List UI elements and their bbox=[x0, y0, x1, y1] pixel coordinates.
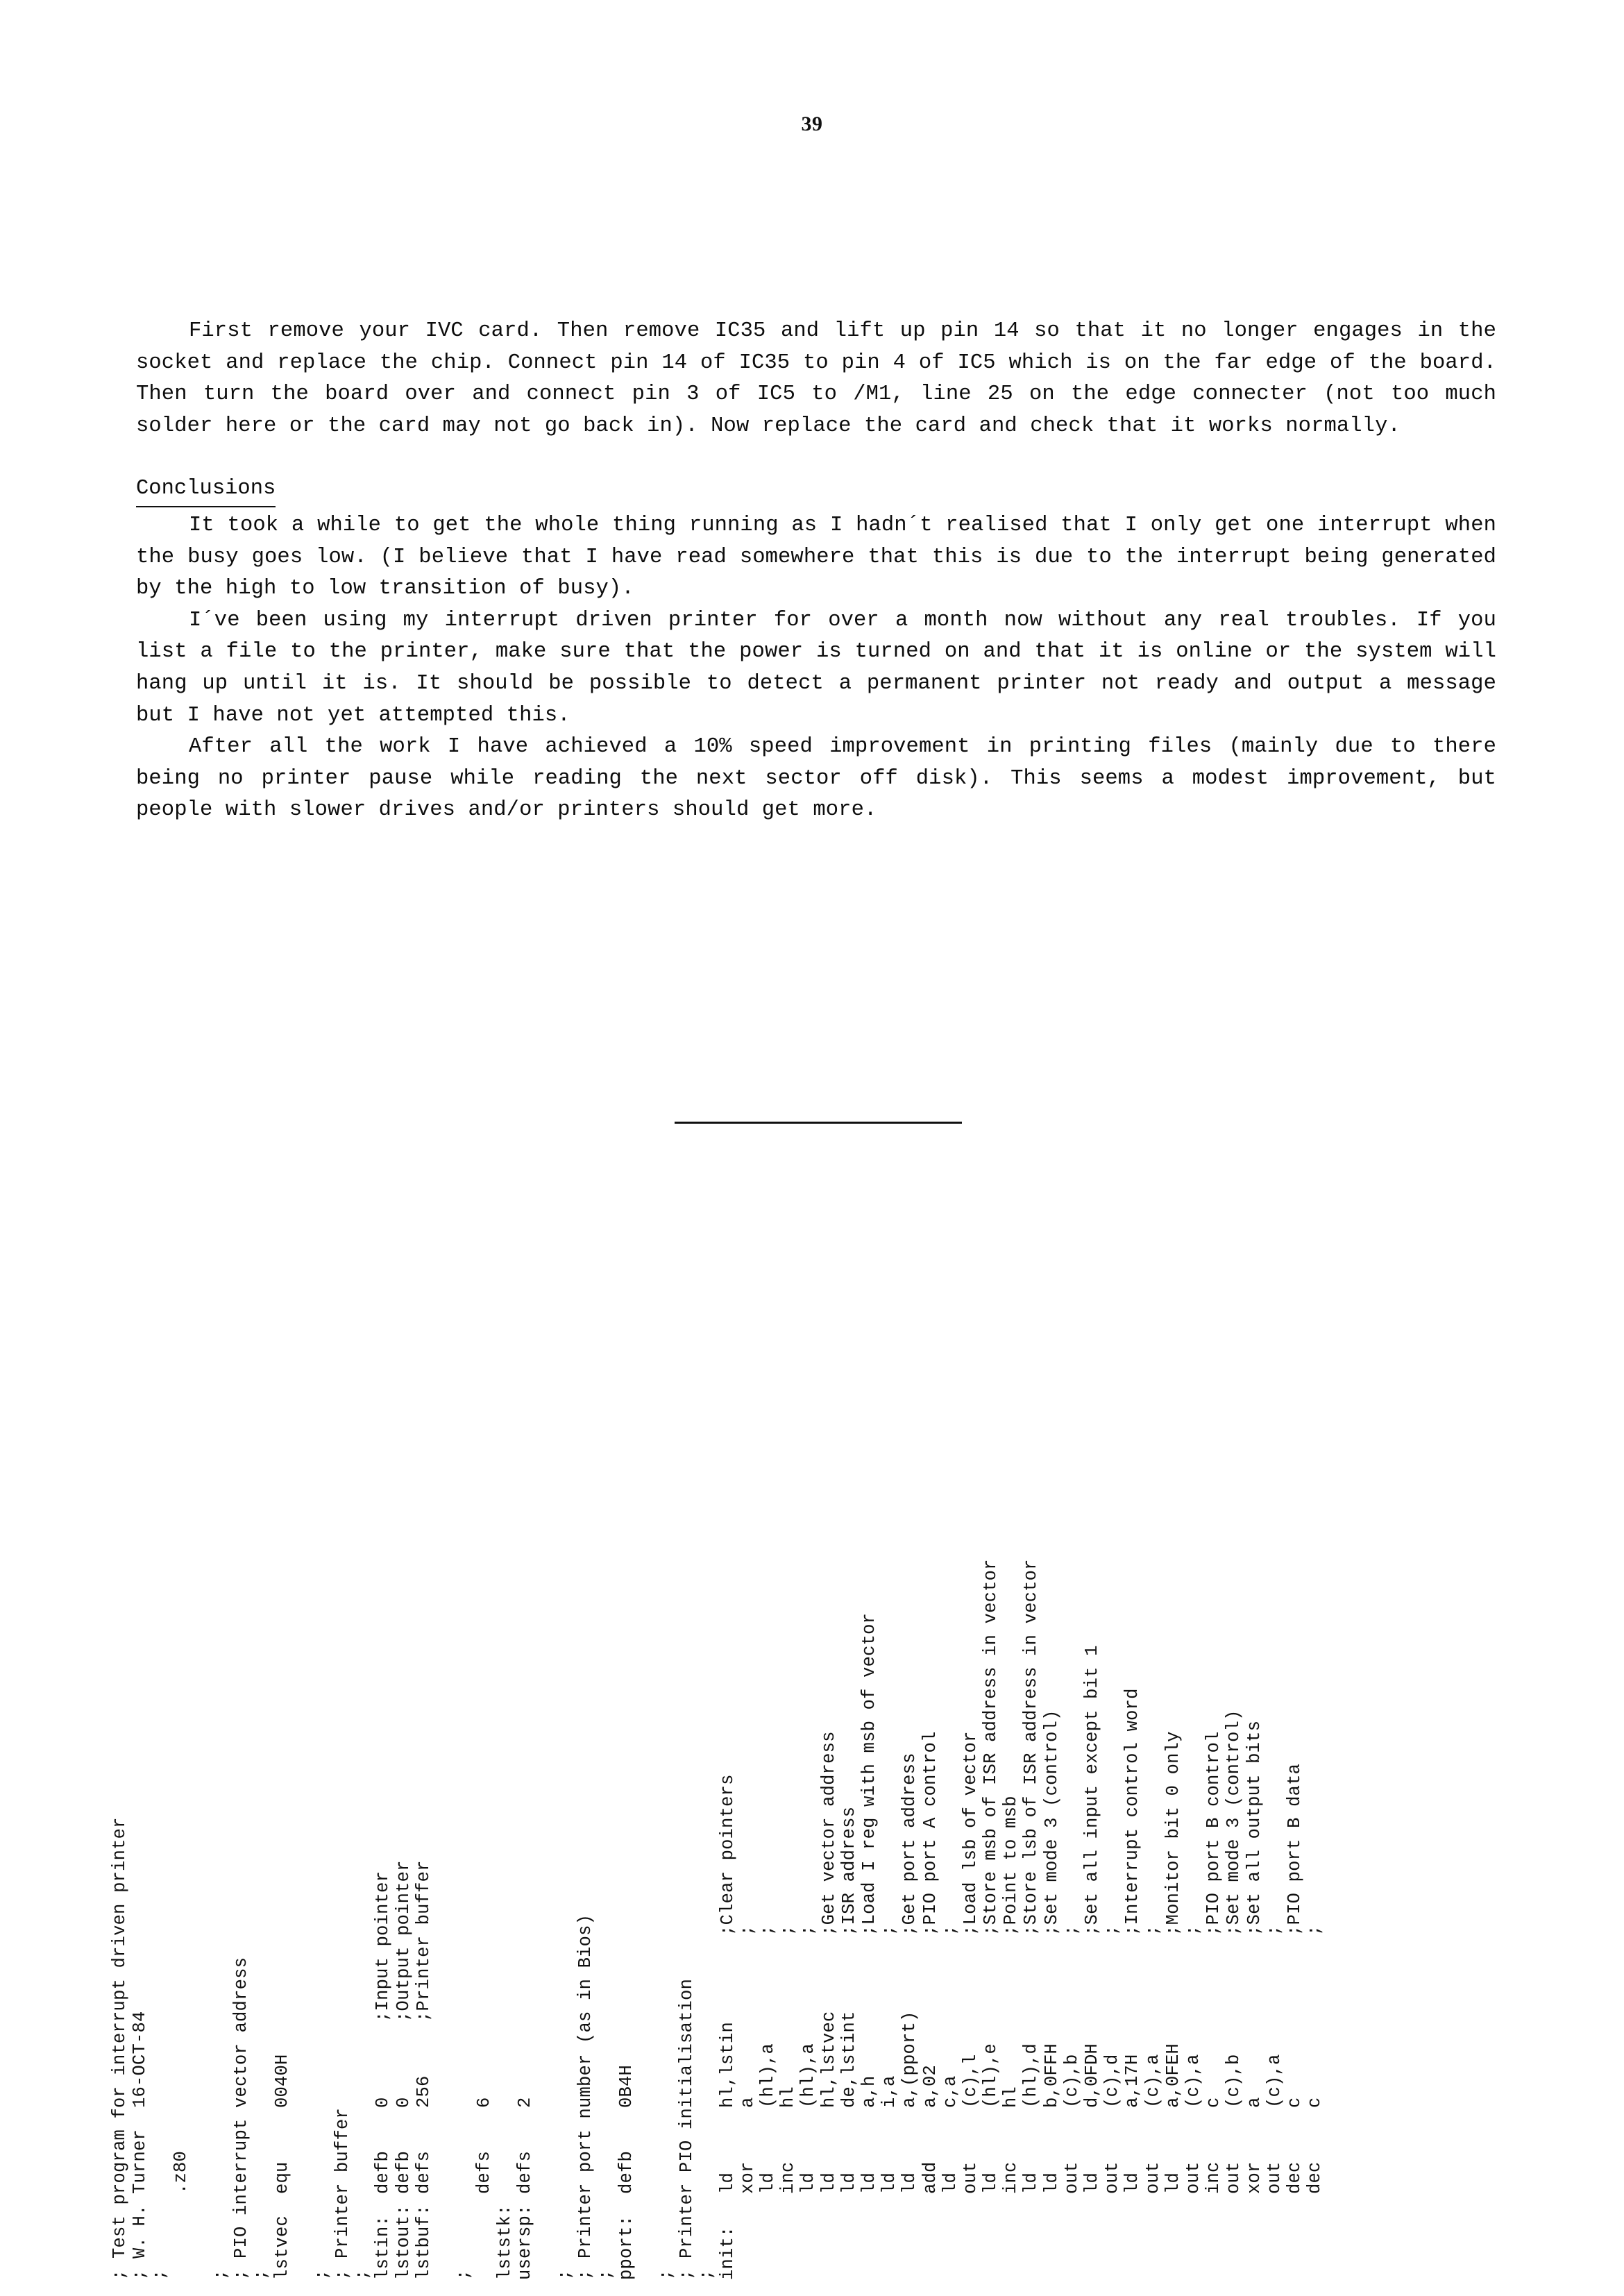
code-line: out (c),b ; bbox=[1061, 1925, 1082, 2280]
paragraph-conclusions-1 bbox=[136, 510, 1496, 605]
code-line bbox=[636, 1347, 657, 2280]
code-line: ld a,h ;Load I reg with msb of vector bbox=[858, 1612, 879, 2280]
code-line: ld (hl),a ; bbox=[798, 1925, 819, 2280]
section-divider-rule bbox=[675, 1122, 962, 1124]
code-line: ; bbox=[595, 2269, 616, 2280]
body-text-block bbox=[136, 316, 1496, 827]
paragraph-intro bbox=[136, 316, 1496, 442]
code-line: dec c ; bbox=[1305, 1925, 1326, 2280]
code-line: ld de,lstint ;ISR address bbox=[838, 1806, 859, 2280]
paragraph-text: I´ve been using my interrupt driven printer for over a month now without any real troubles. If you list a file to the printer, make sure that the power is turned on and that it is online or the system will hang up until it is. It should be possible to detect a permanent printer not ready and output a message but I have not yet attempted this. bbox=[136, 608, 1496, 727]
code-line: usersp: defs 2 bbox=[514, 2097, 535, 2280]
code-line: ; Test program for interrupt driven printer bbox=[110, 1817, 130, 2280]
code-line: ld (hl),e ;Store msb of ISR address in vector bbox=[981, 1559, 1001, 2280]
code-line: ld c,a ; bbox=[940, 1925, 961, 2280]
code-line: ; bbox=[312, 2269, 332, 2280]
code-line: inc hl ; bbox=[778, 1925, 799, 2280]
code-line: dec c ;PIO port B data bbox=[1284, 1763, 1305, 2280]
paragraph-text: It took a while to get the whole thing running as I hadn´t realised that I only get one interrupt when the busy goes low. (I believe that I have read somewhere that this is due to the interrupt being generated by the high to low transition of busy). bbox=[136, 513, 1496, 601]
code-line: lstin: defb 0 ;Input pointer bbox=[373, 1871, 394, 2280]
code-line: ld a,0FEH ;Monitor bit 0 only bbox=[1162, 1731, 1183, 2280]
code-line: out (c),d ; bbox=[1102, 1925, 1123, 2280]
code-line: inc c ;PIO port B control bbox=[1203, 1731, 1224, 2280]
code-line: ld (hl),d ;Store lsb of ISR address in vector bbox=[1021, 1559, 1042, 2280]
code-line: ; bbox=[353, 2269, 373, 2280]
code-line: inc hl ;Point to msb bbox=[1001, 1796, 1022, 2280]
code-line: ld i,a ; bbox=[879, 1925, 900, 2280]
code-line: ; bbox=[555, 2269, 576, 2280]
code-line: lstbuf: defs 256 ;Printer buffer bbox=[413, 1860, 434, 2280]
code-line: add a,02 ;PIO port A control bbox=[920, 1731, 940, 2280]
code-line: ; bbox=[210, 2269, 231, 2280]
code-line: xor a ;Set all output bits bbox=[1244, 1720, 1264, 2280]
assembly-listing-region bbox=[0, 1347, 1478, 2290]
code-line: out (c),a ; bbox=[1142, 1925, 1163, 2280]
code-line: ; bbox=[150, 2269, 171, 2280]
code-line: lstout: defb 0 ;Output pointer bbox=[393, 1860, 414, 2280]
heading-wrap bbox=[136, 473, 1496, 510]
code-line: defs 6 bbox=[474, 2097, 495, 2280]
code-line: ; bbox=[251, 2269, 272, 2280]
code-line: xor a ; bbox=[737, 1925, 758, 2280]
page-number: 39 bbox=[801, 112, 823, 135]
code-line: ; Printer PIO initialisation bbox=[677, 1978, 697, 2280]
code-line: ; bbox=[454, 2269, 475, 2280]
paragraph-text: First remove your IVC card. Then remove IC35 and lift up pin 14 so that it no longer engages in the socket and replace the chip. Connect pin 14 of IC35 to pin 4 of IC5 which is on the far edge of the board. Then turn the board over and connect pin 3 of IC5 to /M1, line 25 on the edge connecter (not too much solder here or the card may not go back in). Now replace the card and check that it works normally. bbox=[136, 319, 1496, 438]
code-line: init: ld hl,lstin ;Clear pointers bbox=[717, 1774, 738, 2280]
code-line bbox=[292, 1347, 312, 2280]
code-line: ; W. H. Turner 16-OCT-84 bbox=[130, 2011, 151, 2280]
paragraph-text: After all the work I have achieved a 10% speed improvement in printing files (mainly due to there being no printer pause while reading the next sector off disk). This seems a modest improvement, but people with slower drives and/or printers should get more. bbox=[136, 735, 1496, 822]
paragraph-conclusions-2 bbox=[136, 605, 1496, 732]
code-line bbox=[434, 1347, 454, 2280]
code-line: ; Printer port number (as in Bios) bbox=[575, 1914, 596, 2280]
code-line: ; bbox=[697, 2269, 718, 2280]
code-line bbox=[191, 1347, 211, 2280]
section-heading-conclusions: Conclusions bbox=[136, 473, 276, 507]
code-line bbox=[535, 1347, 555, 2280]
spacer bbox=[136, 442, 1496, 473]
code-line: .z80 bbox=[170, 2150, 191, 2280]
code-line: ; Printer buffer bbox=[332, 2107, 353, 2280]
code-line: out (c),a ; bbox=[1183, 1925, 1203, 2280]
code-line: ld d,0FDH ;Set all input except bit 1 bbox=[1082, 1645, 1102, 2280]
code-line: ld (hl),a ; bbox=[758, 1925, 778, 2280]
code-line: out (c),a ; bbox=[1264, 1925, 1285, 2280]
code-line: lststk: bbox=[494, 2204, 515, 2280]
code-line: ; bbox=[657, 2269, 677, 2280]
code-line: pport: defb 0B4H bbox=[616, 2064, 636, 2280]
code-line: lstvec equ 0040H bbox=[271, 2054, 292, 2280]
code-line: out (c),b ;Set mode 3 (control) bbox=[1224, 1710, 1244, 2280]
paragraph-conclusions-3 bbox=[136, 732, 1496, 827]
code-line: ld a,17H ;Interrupt control word bbox=[1122, 1688, 1143, 2280]
code-line: ld hl,lstvec ;Get vector address bbox=[818, 1731, 839, 2280]
assembly-listing-rotated bbox=[110, 1347, 1470, 2280]
code-line: ld a,(pport) ;Get port address bbox=[899, 1753, 920, 2280]
code-line: out (c),l ;Load lsb of vector bbox=[960, 1731, 981, 2280]
code-line: ld b,0FFH ;Set mode 3 (control) bbox=[1041, 1710, 1062, 2280]
code-line: ; PIO interrupt vector address bbox=[231, 1957, 252, 2280]
